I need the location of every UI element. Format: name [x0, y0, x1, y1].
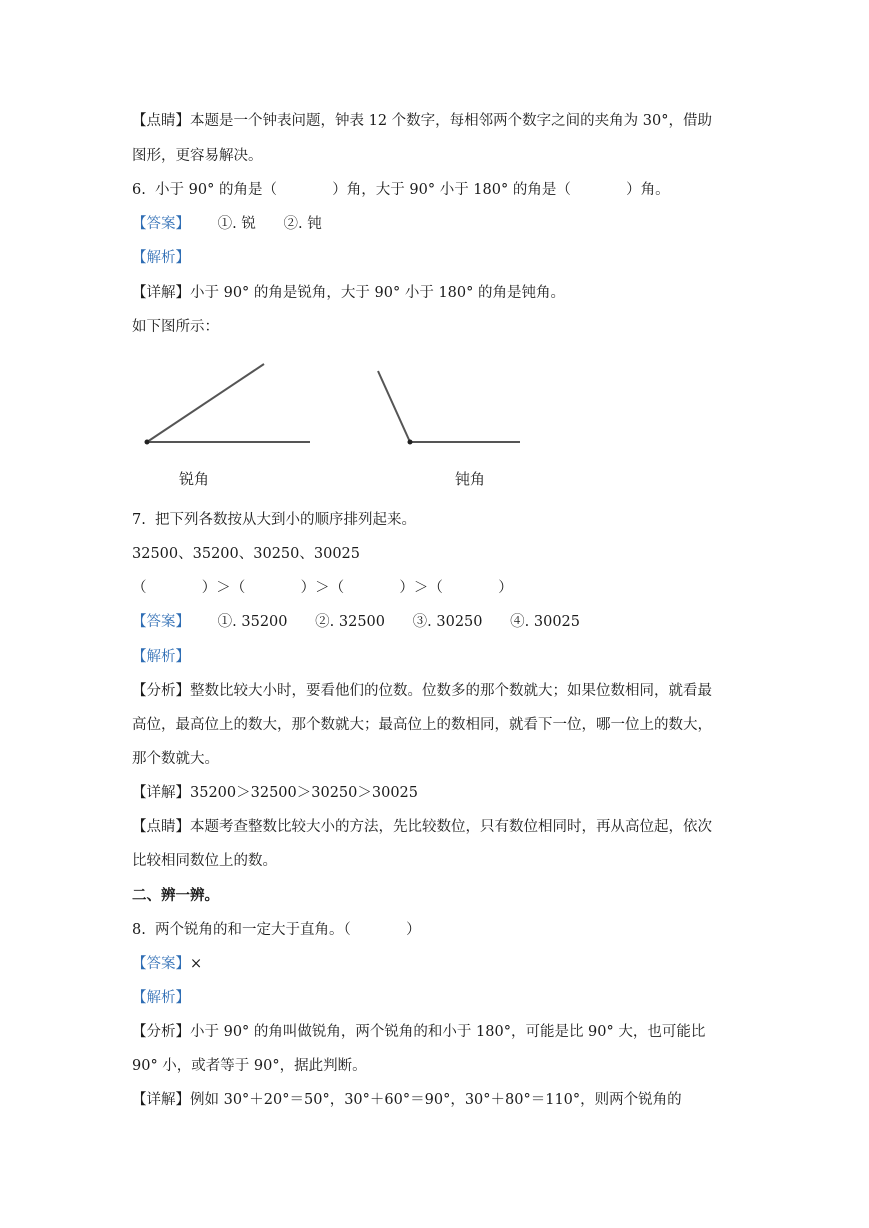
q7-fenxi-2: 高位，最高位上的数大，那个数就大；最高位上的数相同，就看下一位，哪一位上的数大，: [132, 717, 712, 733]
q6-answer: [132, 214, 322, 234]
q8-answer: [132, 954, 202, 974]
dianjing-line-1: [132, 111, 712, 131]
answer-text: ×: [190, 956, 203, 972]
q8-fenxi-1: [132, 1022, 705, 1042]
q7-numbers: 32500、35200、30250、30025: [132, 546, 361, 562]
detail-text: 35200＞32500＞30250＞30025: [190, 785, 419, 801]
q7-dianjing-2: 比较相同数位上的数。: [132, 853, 277, 869]
q7-blanks: （ ）＞（ ）＞（ ）＞（ ）: [132, 580, 513, 596]
question-6: 6. 小于 90° 的角是（ ）角，大于 90° 小于 180° 的角是（ ）角。: [132, 182, 670, 198]
question-7: 7. 把下列各数按从大到小的顺序排列起来。: [132, 512, 417, 528]
acute-vertex: [145, 440, 150, 445]
detail-text: 小于 90° 的角是锐角，大于 90° 小于 180° 的角是钝角。: [190, 285, 565, 301]
figure-intro: 如下图所示：: [132, 319, 219, 335]
detail-tag: 【详解】: [132, 1092, 190, 1108]
fenxi-text: 小于 90° 的角叫做锐角，两个锐角的和小于 180°，可能是比 90° 大，也可能比: [190, 1024, 706, 1040]
question-8: 8. 两个锐角的和一定大于直角。（ ）: [132, 922, 421, 938]
answer-tag: 【答案】: [132, 614, 190, 630]
q7-fenxi-1: [132, 681, 712, 701]
obtuse-angle-label: 钝角: [455, 470, 486, 488]
acute-angle: [145, 364, 311, 445]
q6-analysis-tag: 【解析】: [132, 250, 190, 266]
q7-analysis-tag: 【解析】: [132, 649, 190, 665]
acute-ray-slanted: [147, 364, 264, 442]
dianjing-tag: 【点睛】: [132, 819, 190, 835]
answer-text: ①. 锐 ②. 钝: [190, 216, 322, 232]
q8-fenxi-2: 90° 小，或者等于 90°，据此判断。: [132, 1058, 367, 1074]
obtuse-vertex: [408, 440, 413, 445]
fenxi-text: 整数比较大小时，要看他们的位数。位数多的那个数就大；如果位数相同，就看最: [190, 683, 712, 699]
answer-text: ①. 35200 ②. 32500 ③. 30250 ④. 30025: [190, 614, 580, 630]
q7-dianjing-1: [132, 817, 712, 837]
answer-tag: 【答案】: [132, 216, 190, 232]
obtuse-angle: [378, 371, 520, 445]
q8-analysis-tag: 【解析】: [132, 990, 190, 1006]
fenxi-tag: 【分析】: [132, 1024, 190, 1040]
dianjing-text: 本题是一个钟表问题，钟表 12 个数字，每相邻两个数字之间的夹角为 30°，借助: [190, 113, 712, 129]
answer-tag: 【答案】: [132, 956, 190, 972]
acute-angle-label: 锐角: [179, 470, 210, 488]
dianjing-line-2: 图形，更容易解决。: [132, 148, 263, 164]
obtuse-ray-slanted: [378, 371, 410, 442]
q7-answer: [132, 612, 580, 632]
dianjing-tag: 【点睛】: [132, 113, 190, 129]
q7-fenxi-3: 那个数就大。: [132, 751, 219, 767]
q7-detail: [132, 783, 418, 803]
detail-text: 例如 30°＋20°＝50°，30°＋60°＝90°，30°＋80°＝110°，则两个锐角的: [190, 1092, 682, 1108]
angle-figure: [140, 358, 540, 493]
detail-tag: 【详解】: [132, 785, 190, 801]
q8-detail: [132, 1090, 682, 1110]
section-heading: 二、辨一辨。: [132, 887, 219, 904]
q6-detail: [132, 283, 565, 303]
fenxi-tag: 【分析】: [132, 683, 190, 699]
detail-tag: 【详解】: [132, 285, 190, 301]
dianjing-text: 本题考查整数比较大小的方法，先比较数位，只有数位相同时，再从高位起，依次: [190, 819, 712, 835]
